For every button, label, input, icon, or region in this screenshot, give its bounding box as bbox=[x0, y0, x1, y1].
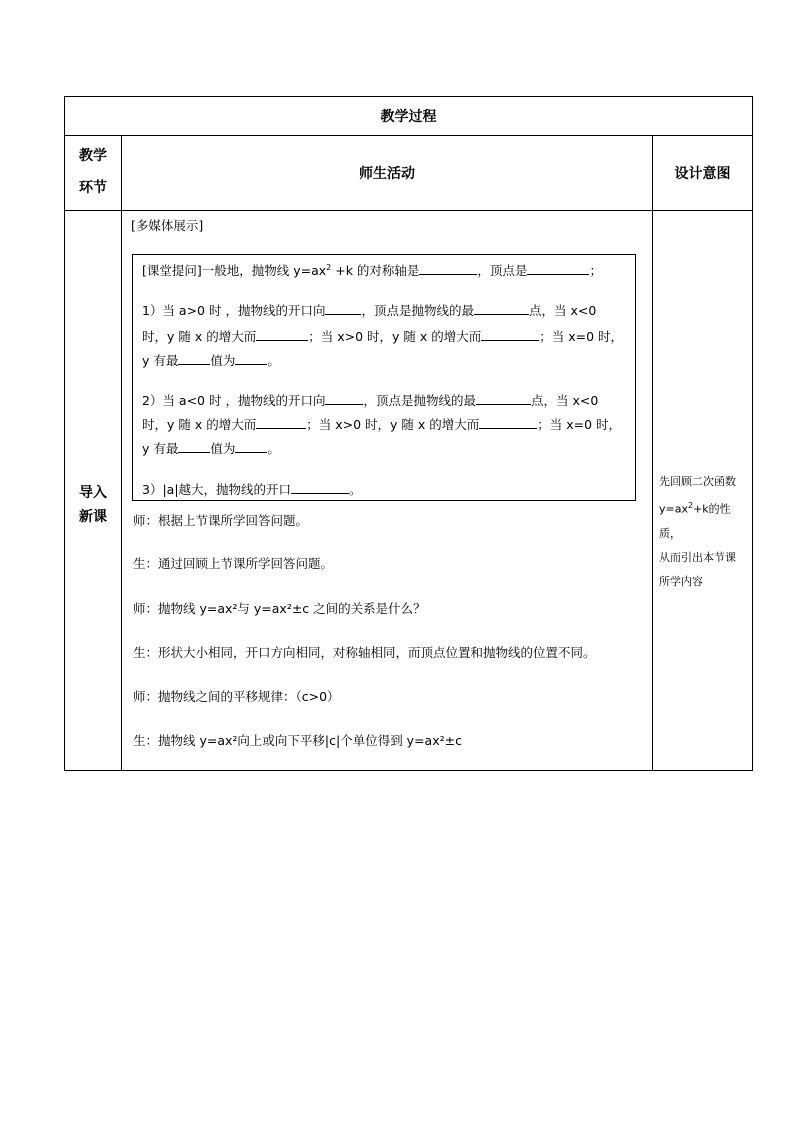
dialogue-line-1: 师：根据上节课所学回答问题。 bbox=[133, 513, 309, 528]
item1-line2: 时，y 随 x 的增大而 ；当 x>0 时，y 随 x 的增大而 ；当 x=0 时， bbox=[142, 329, 623, 344]
dialogue-line-5: 师：抛物线之间的平移规律：（c>0） bbox=[133, 689, 340, 704]
item3-line: 3）|a|越大，抛物线的开口 。 bbox=[142, 482, 362, 497]
column-divider-2 bbox=[652, 135, 653, 770]
question-box bbox=[132, 254, 636, 501]
intent-line1: 先回顾二次函数 bbox=[659, 475, 736, 488]
multimedia-label: [多媒体展示] bbox=[131, 218, 204, 233]
item1-line1: 1）当 a>0 时 ，抛物线的开口向 ，顶点是抛物线的最 点，当 x<0 bbox=[142, 303, 597, 318]
header-divider bbox=[65, 210, 752, 211]
item2-line1: 2）当 a<0 时 ，抛物线的开口向 ，顶点是抛物线的最 点，当 x<0 bbox=[142, 393, 599, 408]
column-divider-1 bbox=[121, 135, 122, 770]
intent-line4: 所学内容 bbox=[659, 574, 703, 588]
intent-line3: 从而引出本节课 bbox=[659, 550, 736, 564]
header-stage-line2: 环节 bbox=[79, 180, 107, 196]
item2-line3: y 有最 值为 。 bbox=[142, 441, 280, 456]
question-intro: [课堂提问]一般地，抛物线 $y=ax^2 +k$ 的对称轴是 ，顶点是 ； bbox=[142, 263, 602, 279]
section-label-line2: 新课 bbox=[79, 509, 107, 525]
section-label-line1: 导入 bbox=[79, 485, 107, 501]
dialogue-line-3: 师：抛物线 y=ax²与 y=ax²±c 之间的关系是什么？ bbox=[133, 601, 426, 616]
header-activities: 师生活动 bbox=[359, 165, 415, 182]
intent-line2: $y=ax^2+k$的性质， bbox=[659, 501, 731, 540]
dialogue-line-6: 生：抛物线 y=ax²向上或向下平移|c|个单位得到 y=ax²±c bbox=[133, 733, 462, 748]
header-design-intent: 设计意图 bbox=[674, 165, 731, 182]
design-intent-text bbox=[659, 470, 751, 594]
teaching-process-table bbox=[64, 96, 753, 771]
table-title: 教学过程 bbox=[65, 97, 752, 136]
header-stage-line1: 教学 bbox=[79, 148, 107, 164]
header-teaching-stage bbox=[65, 135, 121, 210]
item1-line3: y 有最 值为 。 bbox=[142, 353, 280, 368]
item2-line2: 时，y 随 x 的增大而 ；当 x>0 时，y 随 x 的增大而 ；当 x=0 时， bbox=[142, 417, 621, 432]
dialogue-line-4: 生：形状大小相同，开口方向相同，对称轴相同，而顶点位置和抛物线的位置不同。 bbox=[133, 645, 596, 660]
dialogue-line-2: 生：通过回顾上节课所学回答问题。 bbox=[133, 556, 334, 571]
